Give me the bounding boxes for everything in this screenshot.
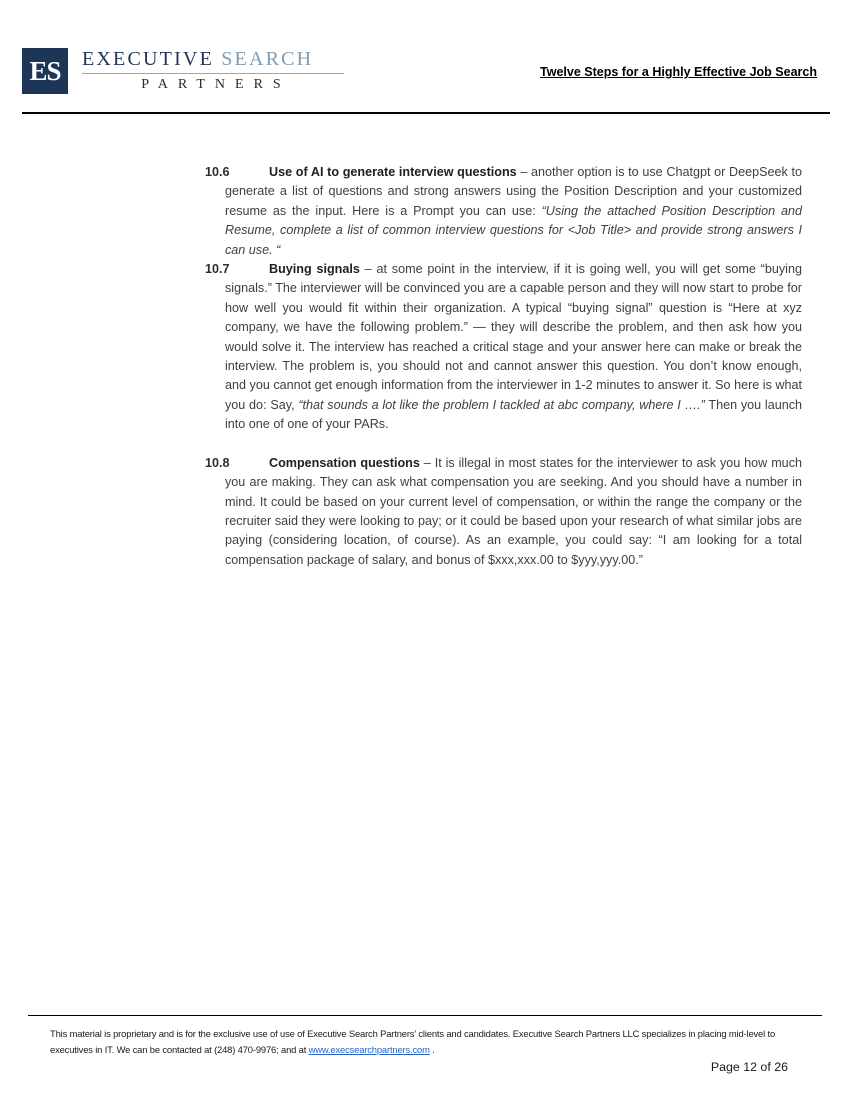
section-10-6 (205, 163, 802, 260)
section-quote: “that sounds a lot like the problem I tackled at abc company, where I ….” (298, 397, 705, 412)
wordmark-partners: PARTNERS (141, 77, 291, 92)
footer-disclaimer-text-2: . (429, 1043, 435, 1055)
section-text-before-quote: – It is illegal in most states for the interviewer to ask you how much you are making. They can ask what compensation you are seeking. And you should have a number in mind. It could be based on your current level of compensation, or within the range the company or the recruiter said they were looking to pay; or it could be based upon your research of what similar jobs are paying (considering location, of course). As an example, you could say: “I am looking for a total compensation package of salary, and bonus of $xxx,xxx.00 to $yyy,yyy.00.” (225, 455, 802, 567)
page-number: Page 12 of 26 (710, 1060, 788, 1074)
website-link[interactable]: www.execsearchpartners.com (308, 1043, 430, 1055)
section-heading: Buying signals (269, 262, 360, 277)
footer-divider (28, 1015, 822, 1016)
wordmark-line-1 (82, 49, 344, 70)
section-text-after-quote: Then you launch into one of one of your PARs. (225, 397, 803, 432)
section-number: 10.8 (205, 455, 230, 470)
footer-disclaimer-text-1: This material is proprietary and is for the exclusive use of use of Executive Search Partners’ clients and candidates. Executive Search Partners LLC specializes in placing mid-level to executives in IT. We can be contacted at (248) 470-9976; and at (50, 1028, 776, 1055)
logo-monogram-icon: ES (22, 48, 68, 94)
company-logo (22, 48, 344, 94)
logo-wordmark (82, 48, 344, 93)
section-number: 10.6 (205, 165, 230, 179)
header-divider (22, 112, 830, 114)
section-heading: Compensation questions (269, 455, 420, 470)
footer-disclaimer (50, 1026, 790, 1057)
document-body (205, 163, 802, 570)
section-number: 10.7 (205, 262, 230, 277)
section-heading: Use of AI to generate interview questions (269, 165, 517, 179)
wordmark-divider (82, 73, 344, 74)
page-footer (0, 1008, 850, 1100)
wordmark-executive: EXECUTIVE (82, 48, 214, 70)
section-10-8 (205, 454, 802, 570)
document-title: Twelve Steps for a Highly Effective Job Search (540, 65, 817, 79)
wordmark-search: SEARCH (221, 48, 314, 70)
section-quote: “Using the attached Position Description and Resume, complete a list of common interview questions for <Job Title> and provide strong answers I can use. “ (225, 203, 802, 257)
section-text-before-quote: – at some point in the interview, if it is going well, you will get some “buying signals.” The interviewer will be convinced you are a capable person and they will now start to probe for how well you would fit within their organization. A typical “buying signal” question is “Here at xyz company, we have the following problem.” — they will describe the problem, and then ask how you would solve it. The interview has reached a critical stage and your answer here can make or break the interview. The problem is, you should not and cannot answer this question. You don’t know enough, and you cannot get enough information from the interviewer in 1-2 minutes to answer it. So here is what you do: Say, (225, 262, 802, 412)
page-header (0, 0, 850, 118)
section-10-7 (205, 260, 802, 435)
section-text-before-quote: – another option is to use Chatgpt or DeepSeek to generate a list of questions and strong answers using the Position Description and your customized resume as the input. Here is a Prompt you can use: (225, 165, 803, 218)
